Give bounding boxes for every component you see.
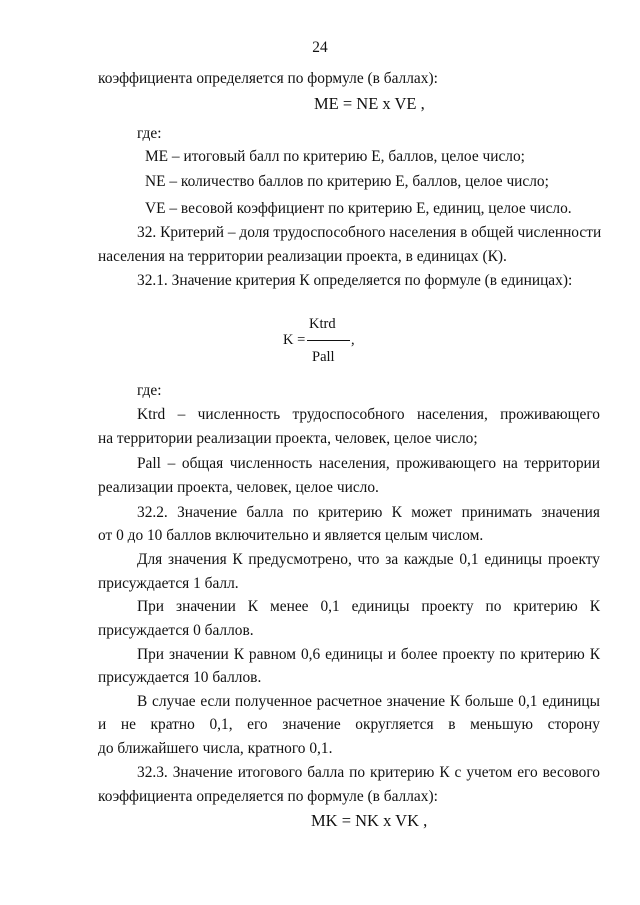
fraction-bar <box>307 340 350 341</box>
paragraph-32-3-line1: 32.3. Значение итогового балла по критерию К с учетом его весового <box>137 764 600 781</box>
paragraph-rule-c-line1: При значении К равном 0,6 единицы и более проекту по критерию К <box>137 646 600 663</box>
fraction-denominator: Pall <box>312 349 335 365</box>
paragraph-rule-b-line1: При значении К менее 0,1 единицы проекту по критерию К <box>137 598 600 615</box>
paragraph-rule-b-line2: присуждается 0 баллов. <box>98 622 254 639</box>
paragraph-32-3-line2: коэффициента определяется по формуле (в баллах): <box>98 788 438 805</box>
paragraph-32-line2: населения на территории реализации проекта, в единицах (К). <box>98 248 507 265</box>
where-label: где: <box>137 382 162 399</box>
definition-me: ME – итоговый балл по критерию Е, баллов, целое число; <box>145 148 525 165</box>
definition-pall-line1: Pall – общая численность населения, проживающего на территории <box>137 455 600 472</box>
page-number: 24 <box>312 39 328 56</box>
paragraph-rule-d-line3: до ближайшего числа, кратного 0,1. <box>98 740 333 757</box>
paragraph-rule-d-line2: и не кратно 0,1, его значение округляется в меньшую сторону <box>98 716 600 733</box>
paragraph-rule-a-line1: Для значения К предусмотрено, что за каждые 0,1 единицы проекту <box>137 551 600 568</box>
definition-ktrd-line1: Ktrd – численность трудоспособного населения, проживающего <box>137 406 600 423</box>
definition-ne: NE – количество баллов по критерию Е, баллов, целое число; <box>145 173 549 190</box>
paragraph-32-line1: 32. Критерий – доля трудоспособного населения в общей численности <box>137 224 602 241</box>
fraction-numerator: Ktrd <box>309 316 336 332</box>
definition-ve: VE – весовой коэффициент по критерию Е, единиц, целое число. <box>145 200 572 217</box>
fraction-lhs: K = <box>283 332 306 348</box>
paragraph-rule-c-line2: присуждается 10 баллов. <box>98 669 262 686</box>
definition-pall-line2: реализации проекта, человек, целое число. <box>98 479 379 496</box>
paragraph-32-2-line2: от 0 до 10 баллов включительно и является целым числом. <box>98 527 484 544</box>
fraction-comma: , <box>351 332 355 348</box>
definition-ktrd-line2: на территории реализации проекта, человек, целое число; <box>98 430 478 447</box>
paragraph-32-1: 32.1. Значение критерия К определяется по формуле (в единицах): <box>137 272 573 289</box>
paragraph-rule-d-line1: В случае если полученное расчетное значение К больше 0,1 единицы <box>137 693 600 710</box>
formula-me: ME = NE x VE , <box>314 94 425 113</box>
formula-mk: MK = NK x VK , <box>311 811 428 830</box>
paragraph-rule-a-line2: присуждается 1 балл. <box>98 575 239 592</box>
where-label: где: <box>137 125 162 142</box>
text-line: коэффициента определяется по формуле (в баллах): <box>98 70 438 87</box>
paragraph-32-2-line1: 32.2. Значение балла по критерию К может принимать значения <box>137 504 600 521</box>
